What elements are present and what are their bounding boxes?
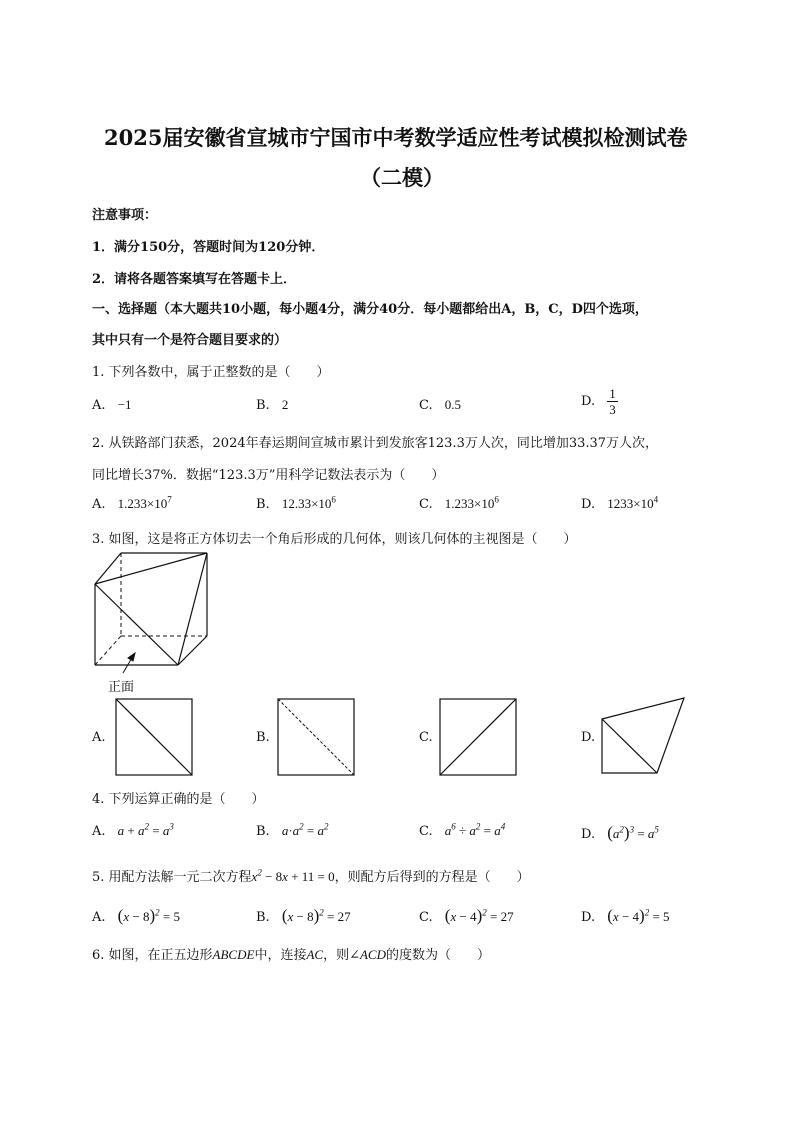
exam-title: 2025届安徽省宣城市宁国市中考数学适应性考试模拟检测试卷 [104, 125, 688, 150]
rhs: = 27 [489, 909, 514, 924]
fraction [607, 386, 618, 417]
question-3-stem: 3. 如图，这是将正方体切去一个角后形成的几何体，则该几何体的主视图是（ ） [92, 532, 577, 547]
question-2-stem-line2: 同比增长37%．数据“123.3万”用科学记数法表示为（ ） [92, 468, 445, 483]
option-label: B. [256, 910, 270, 925]
option-label: B. [256, 398, 270, 413]
question-1-option-d [581, 386, 618, 417]
formula: $(x - 4)^2 = 27$ [444, 906, 514, 925]
stem-text: 6. 如图，在正五边形 [92, 948, 213, 963]
question-5-stem [92, 866, 530, 885]
formula: $(x - 4)^2 = 5$ [607, 906, 670, 925]
option-label: A. [92, 910, 106, 925]
option-value: 2 [281, 397, 289, 412]
stem-text: ，则配方后得到的方程是（ ） [334, 870, 530, 885]
option-label: C. [419, 398, 433, 413]
question-2-option-b [256, 496, 336, 512]
option-label: D. [581, 497, 596, 512]
question-6-stem [92, 944, 490, 963]
fraction-denominator: 3 [609, 402, 616, 417]
base: 1.233×10 [444, 496, 495, 511]
rhs: = 5 [652, 909, 670, 924]
option-label: A. [92, 497, 106, 512]
question-5-option-c [419, 906, 514, 926]
section-heading-cont: 其中只有一个是符合题目要求的） [92, 333, 288, 348]
option-label: C. [419, 910, 433, 925]
angle-name: ACD [359, 947, 386, 962]
option-b-square-dashed-diagonal [277, 698, 355, 776]
option-label: C. [419, 824, 433, 839]
question-5-option-b [256, 906, 351, 926]
option-label: A. [92, 824, 106, 839]
option-value: 0.5 [444, 397, 462, 412]
formula: $a + a^2 = a^3$ [117, 821, 174, 838]
question-3-option-d: D. [581, 730, 596, 745]
question-1-option-b [256, 397, 288, 413]
exam-subtitle: （二模） [360, 165, 444, 190]
question-4-option-a [92, 823, 174, 839]
option-label: B. [256, 497, 270, 512]
question-1-option-a [92, 397, 132, 413]
question-4-option-d [581, 823, 659, 843]
pentagon-name: ABCDE [212, 947, 255, 962]
option-value [282, 496, 336, 511]
question-4-option-b [256, 823, 329, 839]
stem-text: 5. 用配方法解一元二次方程 [92, 870, 252, 885]
question-4-option-c [419, 823, 505, 839]
notice-item-2: 2．请将各题答案填写在答题卡上． [92, 272, 297, 287]
equation: $x^2 - 8x + 11 = 0$ [251, 867, 335, 884]
fraction-numerator: 1 [609, 386, 616, 401]
question-5-option-a [92, 906, 180, 926]
section-heading: 一、选择题（本大题共10小题，每小题4分，满分40分．每小题都给出A，B，C，D四个选项， [92, 302, 648, 317]
stem-text: ，则∠ [323, 948, 360, 963]
option-value: −1 [117, 397, 132, 412]
exponent: 7 [167, 494, 172, 505]
option-a-square-diagonal [115, 698, 193, 776]
option-label: D. [581, 827, 596, 842]
rhs: = 27 [327, 909, 351, 924]
option-label: A. [92, 398, 106, 413]
question-2-stem-line1: 2. 从铁路部门获悉，2024年春运期间宣城市累计到发旅客123.3万人次，同比增加33.37万人次， [92, 436, 659, 451]
notice-item-1: 1．满分150分，答题时间为120分钟． [92, 240, 325, 255]
question-2-option-c [419, 496, 499, 512]
question-4-stem: 4. 下列运算正确的是（ ） [92, 792, 265, 807]
base: 1233×10 [607, 496, 654, 511]
stem-text: 的度数为（ ） [385, 948, 490, 963]
formula: $a\cdot a^2 = a^2$ [281, 821, 329, 838]
question-3-option-b: B. [256, 730, 270, 745]
question-1-stem: 1. 下列各数中，属于正整数的是（ ） [92, 365, 330, 380]
option-label: C. [419, 497, 433, 512]
exponent: 6 [494, 494, 499, 505]
option-c-square-antidiagonal [439, 698, 517, 776]
cut-cube-figure [90, 550, 220, 695]
formula: $a^6 \div a^2 = a^4$ [444, 821, 506, 838]
option-label: D. [581, 394, 596, 409]
question-1-option-c [419, 397, 461, 413]
rhs: = 5 [162, 909, 180, 924]
base: 12.33×10 [281, 496, 332, 511]
formula: $(x - 8)^2 = 5$ [117, 906, 180, 925]
option-d-quadrilateral [601, 697, 687, 777]
question-2-option-d [581, 496, 658, 512]
front-view-label: 正面 [108, 680, 135, 695]
question-5-option-d [581, 906, 670, 926]
stem-text: 中，连接 [254, 948, 307, 963]
option-label: B. [256, 824, 270, 839]
question-3-option-a: A. [92, 730, 106, 745]
base: 1.233×10 [117, 496, 168, 511]
question-2-option-a [92, 496, 172, 512]
formula: $(x - 8)^2 = 27$ [281, 906, 351, 925]
option-label: D. [581, 910, 596, 925]
exponent: 4 [653, 494, 659, 505]
segment-name: AC [306, 947, 324, 962]
notice-heading: 注意事项： [92, 208, 158, 223]
option-value [118, 496, 172, 511]
question-3-option-c: C. [419, 730, 433, 745]
option-value [445, 496, 499, 511]
option-value [607, 496, 658, 511]
exponent: 6 [331, 494, 336, 505]
formula: $(a^2)^3 = a^5$ [607, 823, 659, 842]
